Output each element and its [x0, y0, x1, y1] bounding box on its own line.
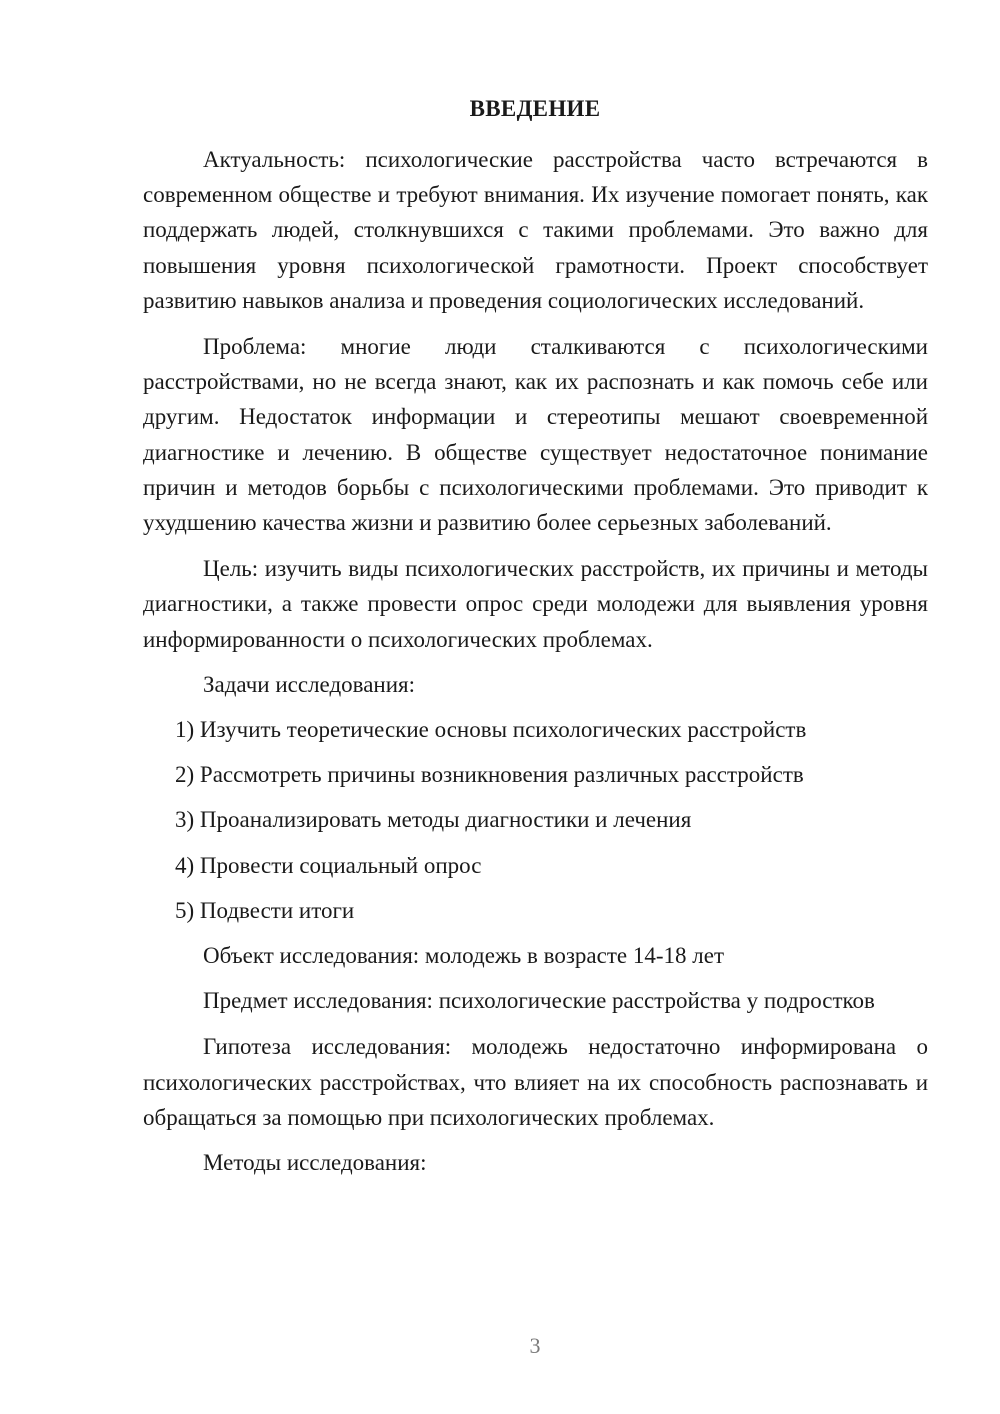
page-number: 3 [529, 1333, 541, 1358]
list-item: 5) Подвести итоги [175, 897, 355, 923]
list-item: 2) Рассмотреть причины возникновения различных расстройств [175, 762, 804, 788]
methods-title: Методы исследования: [203, 1150, 427, 1176]
problem-paragraph: Проблема: многие люди сталкиваются с психологическими расстройствами, но не всегда знают, как их распознать и как помочь себе или другим. Недостаток информации и стереотипы мешают своевременной диагностике и лечению. В обществе существует недостаточное понимание причин и методов борьбы с психологическими проблемами. Это приводит к ухудшению качества жизни и развитию более серьезных заболеваний. [143, 334, 928, 536]
page-title: ВВЕДЕНИЕ [469, 96, 601, 121]
list-item: 3) Проанализировать методы диагностики и лечения [175, 807, 692, 833]
hypothesis-paragraph: Гипотеза исследования: молодежь недостаточно информирована о психологических расстройствах, что влияет на их способность распознавать и обращаться за помощью при психологических проблемах. [143, 1034, 928, 1130]
tasks-list [143, 712, 928, 928]
document-body [143, 142, 928, 1180]
tasks-title: Задачи исследования: [203, 671, 416, 697]
list-item: 1) Изучить теоретические основы психологических расстройств [175, 717, 807, 743]
relevance-paragraph: Актуальность: психологические расстройства часто встречаются в современном обществе и требуют внимания. Их изучение помогает понять, как поддержать людей, столкнувшихся с такими проблемами. Это важно для повышения уровня психологической грамотности. Проект способствует развитию навыков анализа и проведения социологических исследований. [143, 147, 928, 313]
goal-paragraph: Цель: изучить виды психологических расстройств, их причины и методы диагностики, а также провести опрос среди молодежи для выявления уровня информированности о психологических проблемах. [143, 556, 928, 652]
list-item: 4) Провести социальный опрос [175, 852, 482, 878]
object-line: Объект исследования: молодежь в возрасте 14-18 лет [203, 943, 725, 969]
subject-line: Предмет исследования: психологические расстройства у подростков [203, 988, 875, 1014]
